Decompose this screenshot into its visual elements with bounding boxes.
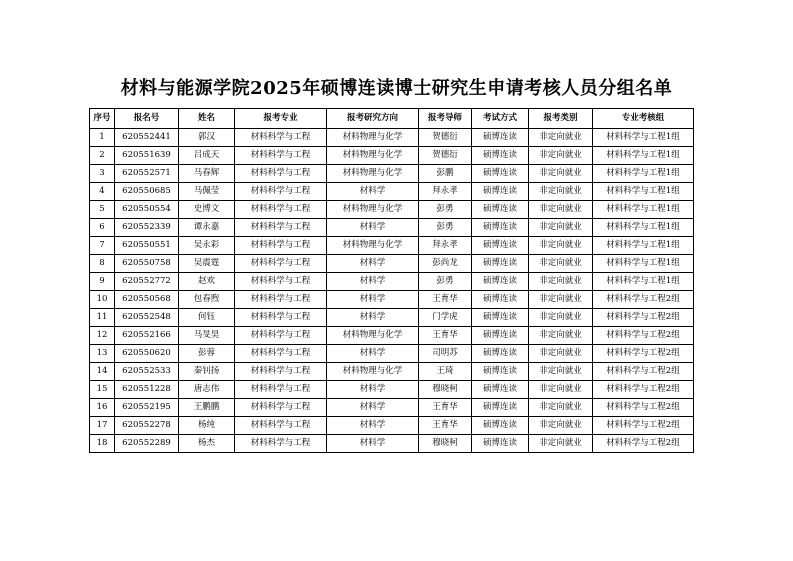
cell-col-research-direction: 材料学 <box>327 345 419 363</box>
cell-col-registration-no: 620552166 <box>115 327 179 345</box>
cell-col-registration-no: 620550554 <box>115 201 179 219</box>
cell-col-name: 郭汉 <box>179 129 235 147</box>
cell-col-major: 材料科学与工程 <box>235 381 327 399</box>
cell-col-advisor: 王琦 <box>419 363 472 381</box>
cell-col-index: 10 <box>90 291 115 309</box>
cell-col-assessment-group: 材料科学与工程1组 <box>593 147 694 165</box>
cell-col-assessment-group: 材料科学与工程2组 <box>593 327 694 345</box>
cell-col-index: 14 <box>90 363 115 381</box>
cell-col-research-direction: 材料学 <box>327 219 419 237</box>
cell-col-category: 非定向就业 <box>529 237 593 255</box>
cell-col-registration-no: 620552571 <box>115 165 179 183</box>
cell-col-category: 非定向就业 <box>529 435 593 453</box>
cell-col-name: 何钰 <box>179 309 235 327</box>
cell-col-name: 杨纯 <box>179 417 235 435</box>
cell-col-registration-no: 620550685 <box>115 183 179 201</box>
table-row <box>90 399 694 417</box>
cell-col-advisor: 王育华 <box>419 399 472 417</box>
cell-col-research-direction: 材料物理与化学 <box>327 327 419 345</box>
cell-col-name: 史博文 <box>179 201 235 219</box>
table-row <box>90 345 694 363</box>
table-row <box>90 201 694 219</box>
cell-col-exam-type: 硕博连读 <box>472 129 529 147</box>
cell-col-major: 材料科学与工程 <box>235 417 327 435</box>
cell-col-index: 5 <box>90 201 115 219</box>
cell-col-name: 赵欢 <box>179 273 235 291</box>
cell-col-research-direction: 材料物理与化学 <box>327 237 419 255</box>
table-row <box>90 219 694 237</box>
cell-col-research-direction: 材料学 <box>327 273 419 291</box>
cell-col-major: 材料科学与工程 <box>235 183 327 201</box>
cell-col-category: 非定向就业 <box>529 273 593 291</box>
cell-col-category: 非定向就业 <box>529 147 593 165</box>
cell-col-major: 材料科学与工程 <box>235 255 327 273</box>
cell-col-exam-type: 硕博连读 <box>472 183 529 201</box>
header-col-category: 报考类别 <box>529 109 593 129</box>
header-row <box>90 109 694 129</box>
cell-col-index: 12 <box>90 327 115 345</box>
cell-col-name: 王鹏鹏 <box>179 399 235 417</box>
cell-col-assessment-group: 材料科学与工程2组 <box>593 435 694 453</box>
cell-col-category: 非定向就业 <box>529 309 593 327</box>
cell-col-advisor: 拜永孝 <box>419 183 472 201</box>
cell-col-assessment-group: 材料科学与工程2组 <box>593 381 694 399</box>
cell-col-exam-type: 硕博连读 <box>472 291 529 309</box>
cell-col-name: 马春辉 <box>179 165 235 183</box>
cell-col-major: 材料科学与工程 <box>235 237 327 255</box>
document-title: 材料与能源学院2025年硕博连读博士研究生申请考核人员分组名单 <box>120 78 673 99</box>
cell-col-name: 彭蓉 <box>179 345 235 363</box>
table-row <box>90 381 694 399</box>
cell-col-assessment-group: 材料科学与工程2组 <box>593 291 694 309</box>
cell-col-index: 2 <box>90 147 115 165</box>
cell-col-exam-type: 硕博连读 <box>472 363 529 381</box>
cell-col-index: 4 <box>90 183 115 201</box>
cell-col-registration-no: 620550568 <box>115 291 179 309</box>
cell-col-major: 材料科学与工程 <box>235 129 327 147</box>
candidate-table <box>89 108 694 453</box>
cell-col-advisor: 王育华 <box>419 417 472 435</box>
cell-col-assessment-group: 材料科学与工程1组 <box>593 273 694 291</box>
cell-col-advisor: 彭勇 <box>419 273 472 291</box>
cell-col-major: 材料科学与工程 <box>235 165 327 183</box>
cell-col-assessment-group: 材料科学与工程1组 <box>593 201 694 219</box>
cell-col-registration-no: 620552533 <box>115 363 179 381</box>
cell-col-category: 非定向就业 <box>529 363 593 381</box>
cell-col-registration-no: 620551228 <box>115 381 179 399</box>
cell-col-exam-type: 硕博连读 <box>472 399 529 417</box>
cell-col-name: 马佩莹 <box>179 183 235 201</box>
cell-col-category: 非定向就业 <box>529 417 593 435</box>
cell-col-exam-type: 硕博连读 <box>472 237 529 255</box>
cell-col-name: 包春煦 <box>179 291 235 309</box>
cell-col-advisor: 彭勇 <box>419 219 472 237</box>
table-row <box>90 309 694 327</box>
cell-col-registration-no: 620552339 <box>115 219 179 237</box>
cell-col-index: 16 <box>90 399 115 417</box>
table-row <box>90 129 694 147</box>
cell-col-registration-no: 620552441 <box>115 129 179 147</box>
cell-col-research-direction: 材料学 <box>327 399 419 417</box>
cell-col-registration-no: 620552289 <box>115 435 179 453</box>
table-row <box>90 147 694 165</box>
cell-col-major: 材料科学与工程 <box>235 201 327 219</box>
cell-col-index: 7 <box>90 237 115 255</box>
table-row <box>90 273 694 291</box>
cell-col-advisor: 门学虎 <box>419 309 472 327</box>
cell-col-category: 非定向就业 <box>529 183 593 201</box>
cell-col-exam-type: 硕博连读 <box>472 327 529 345</box>
cell-col-index: 17 <box>90 417 115 435</box>
cell-col-category: 非定向就业 <box>529 291 593 309</box>
header-col-advisor: 报考导师 <box>419 109 472 129</box>
cell-col-advisor: 贺德衍 <box>419 129 472 147</box>
cell-col-major: 材料科学与工程 <box>235 273 327 291</box>
cell-col-research-direction: 材料学 <box>327 183 419 201</box>
cell-col-research-direction: 材料学 <box>327 255 419 273</box>
cell-col-research-direction: 材料学 <box>327 417 419 435</box>
cell-col-research-direction: 材料物理与化学 <box>327 201 419 219</box>
table-row <box>90 183 694 201</box>
cell-col-research-direction: 材料物理与化学 <box>327 129 419 147</box>
cell-col-advisor: 拜永孝 <box>419 237 472 255</box>
cell-col-name: 杨杰 <box>179 435 235 453</box>
cell-col-registration-no: 620550551 <box>115 237 179 255</box>
cell-col-name: 马旻昊 <box>179 327 235 345</box>
cell-col-advisor: 彭勇 <box>419 201 472 219</box>
cell-col-registration-no: 620552548 <box>115 309 179 327</box>
cell-col-index: 15 <box>90 381 115 399</box>
header-col-major: 报考专业 <box>235 109 327 129</box>
cell-col-research-direction: 材料物理与化学 <box>327 165 419 183</box>
cell-col-registration-no: 620550758 <box>115 255 179 273</box>
cell-col-index: 3 <box>90 165 115 183</box>
table-row <box>90 363 694 381</box>
cell-col-category: 非定向就业 <box>529 219 593 237</box>
cell-col-research-direction: 材料物理与化学 <box>327 363 419 381</box>
cell-col-research-direction: 材料学 <box>327 435 419 453</box>
cell-col-assessment-group: 材料科学与工程2组 <box>593 399 694 417</box>
cell-col-major: 材料科学与工程 <box>235 327 327 345</box>
cell-col-major: 材料科学与工程 <box>235 345 327 363</box>
cell-col-exam-type: 硕博连读 <box>472 309 529 327</box>
cell-col-category: 非定向就业 <box>529 345 593 363</box>
cell-col-category: 非定向就业 <box>529 201 593 219</box>
cell-col-category: 非定向就业 <box>529 381 593 399</box>
header-col-name: 姓名 <box>179 109 235 129</box>
header-col-registration-no: 报名号 <box>115 109 179 129</box>
cell-col-major: 材料科学与工程 <box>235 219 327 237</box>
cell-col-research-direction: 材料学 <box>327 381 419 399</box>
cell-col-assessment-group: 材料科学与工程1组 <box>593 165 694 183</box>
cell-col-assessment-group: 材料科学与工程2组 <box>593 309 694 327</box>
cell-col-major: 材料科学与工程 <box>235 147 327 165</box>
cell-col-advisor: 穆晓柯 <box>419 435 472 453</box>
cell-col-assessment-group: 材料科学与工程1组 <box>593 237 694 255</box>
cell-col-name: 吕成天 <box>179 147 235 165</box>
cell-col-advisor: 穆晓柯 <box>419 381 472 399</box>
header-col-index: 序号 <box>90 109 115 129</box>
table-row <box>90 237 694 255</box>
cell-col-index: 1 <box>90 129 115 147</box>
cell-col-exam-type: 硕博连读 <box>472 219 529 237</box>
table-row <box>90 255 694 273</box>
cell-col-exam-type: 硕博连读 <box>472 147 529 165</box>
cell-col-category: 非定向就业 <box>529 399 593 417</box>
cell-col-registration-no: 620550620 <box>115 345 179 363</box>
cell-col-advisor: 司明苏 <box>419 345 472 363</box>
cell-col-category: 非定向就业 <box>529 255 593 273</box>
cell-col-exam-type: 硕博连读 <box>472 165 529 183</box>
cell-col-advisor: 彭尚龙 <box>419 255 472 273</box>
cell-col-exam-type: 硕博连读 <box>472 255 529 273</box>
cell-col-exam-type: 硕博连读 <box>472 417 529 435</box>
header-col-research-direction: 报考研究方向 <box>327 109 419 129</box>
table-row <box>90 327 694 345</box>
cell-col-major: 材料科学与工程 <box>235 399 327 417</box>
cell-col-assessment-group: 材料科学与工程1组 <box>593 255 694 273</box>
cell-col-assessment-group: 材料科学与工程2组 <box>593 345 694 363</box>
cell-col-exam-type: 硕博连读 <box>472 435 529 453</box>
cell-col-major: 材料科学与工程 <box>235 291 327 309</box>
cell-col-research-direction: 材料学 <box>327 291 419 309</box>
header-col-exam-type: 考试方式 <box>472 109 529 129</box>
cell-col-assessment-group: 材料科学与工程2组 <box>593 417 694 435</box>
cell-col-registration-no: 620551639 <box>115 147 179 165</box>
cell-col-index: 13 <box>90 345 115 363</box>
cell-col-category: 非定向就业 <box>529 327 593 345</box>
cell-col-advisor: 彭鹏 <box>419 165 472 183</box>
cell-col-name: 秦钊扬 <box>179 363 235 381</box>
cell-col-index: 11 <box>90 309 115 327</box>
cell-col-index: 8 <box>90 255 115 273</box>
table-row <box>90 165 694 183</box>
cell-col-assessment-group: 材料科学与工程1组 <box>593 183 694 201</box>
cell-col-exam-type: 硕博连读 <box>472 273 529 291</box>
cell-col-assessment-group: 材料科学与工程1组 <box>593 219 694 237</box>
cell-col-exam-type: 硕博连读 <box>472 345 529 363</box>
cell-col-advisor: 贺德衍 <box>419 147 472 165</box>
table-row <box>90 291 694 309</box>
cell-col-advisor: 王育华 <box>419 327 472 345</box>
cell-col-advisor: 王育华 <box>419 291 472 309</box>
cell-col-category: 非定向就业 <box>529 165 593 183</box>
cell-col-index: 9 <box>90 273 115 291</box>
cell-col-name: 唐志伟 <box>179 381 235 399</box>
header-col-assessment-group: 专业考核组 <box>593 109 694 129</box>
cell-col-major: 材料科学与工程 <box>235 309 327 327</box>
table-body <box>90 129 694 453</box>
cell-col-category: 非定向就业 <box>529 129 593 147</box>
cell-col-exam-type: 硕博连读 <box>472 381 529 399</box>
cell-col-major: 材料科学与工程 <box>235 435 327 453</box>
cell-col-research-direction: 材料学 <box>327 309 419 327</box>
table-row <box>90 435 694 453</box>
cell-col-registration-no: 620552772 <box>115 273 179 291</box>
cell-col-registration-no: 620552195 <box>115 399 179 417</box>
cell-col-research-direction: 材料物理与化学 <box>327 147 419 165</box>
cell-col-name: 吴永彩 <box>179 237 235 255</box>
cell-col-exam-type: 硕博连读 <box>472 201 529 219</box>
cell-col-registration-no: 620552278 <box>115 417 179 435</box>
cell-col-major: 材料科学与工程 <box>235 363 327 381</box>
cell-col-index: 6 <box>90 219 115 237</box>
cell-col-assessment-group: 材料科学与工程2组 <box>593 363 694 381</box>
cell-col-index: 18 <box>90 435 115 453</box>
cell-col-name: 谭永嘉 <box>179 219 235 237</box>
cell-col-assessment-group: 材料科学与工程1组 <box>593 129 694 147</box>
cell-col-name: 吴震霆 <box>179 255 235 273</box>
table-row <box>90 417 694 435</box>
